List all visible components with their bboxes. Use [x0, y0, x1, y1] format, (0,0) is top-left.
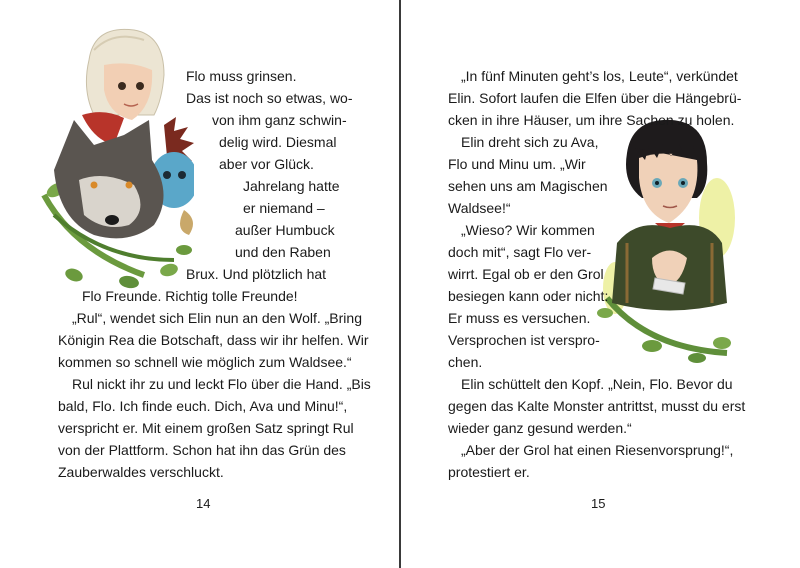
text-line: „Rul“, wendet sich Elin nun an den Wolf. „Bring: [72, 310, 362, 326]
text-line: protestiert er.: [448, 464, 530, 480]
text-line: gegen das Kalte Monster antrittst, musst du erst: [448, 398, 746, 414]
right-page: [401, 0, 800, 568]
text-line: delig wird. Diesmal: [219, 134, 337, 150]
text-line: Waldsee!“: [448, 200, 511, 216]
text-line: von ihm ganz schwin-: [212, 112, 347, 128]
text-line: Versprochen ist verspro-: [448, 332, 600, 348]
text-line: bald, Flo. Ich finde euch. Dich, Ava und Minu!“,: [58, 398, 348, 414]
text-line: Er muss es versuchen.: [448, 310, 591, 326]
text-line: Flo und Minu um. „Wir: [448, 156, 586, 172]
boy-elf-illustration: [597, 118, 737, 368]
text-line: Königin Rea die Botschaft, dass wir ihr helfen. Wir: [58, 332, 369, 348]
text-line: Elin dreht sich zu Ava,: [461, 134, 599, 150]
text-line: besiegen kann oder nicht:: [448, 288, 609, 304]
text-line: Flo Freunde. Richtig tolle Freunde!: [82, 288, 298, 304]
wolf-girl-creature-illustration: [34, 20, 194, 295]
text-line: kommen so schnell wie möglich zum Waldsee.“: [58, 354, 352, 370]
page-number: 15: [591, 496, 606, 511]
text-line: Brux. Und plötzlich hat: [186, 266, 327, 282]
text-line: und den Raben: [235, 244, 331, 260]
text-line: doch mit“, sagt Flo ver-: [448, 244, 592, 260]
text-line: Elin. Sofort laufen die Elfen über die Hängebrü-: [448, 90, 742, 106]
text-line: sehen uns am Magischen: [448, 178, 608, 194]
text-line: außer Humbuck: [235, 222, 335, 238]
text-line: „Wieso? Wir kommen: [461, 222, 595, 238]
text-line: verspricht er. Mit einem großen Satz springt Rul: [58, 420, 354, 436]
text-line: Flo muss grinsen.: [186, 68, 297, 84]
text-line: Jahrelang hatte: [243, 178, 340, 194]
text-line: Das ist noch so etwas, wo-: [186, 90, 353, 106]
text-line: chen.: [448, 354, 483, 370]
text-line: aber vor Glück.: [219, 156, 314, 172]
text-line: cken in ihre Häuser, um ihre Sachen zu holen.: [448, 112, 735, 128]
text-line: Elin schüttelt den Kopf. „Nein, Flo. Bevor du: [461, 376, 733, 392]
text-line: er niemand –: [243, 200, 325, 216]
page-number: 14: [196, 496, 211, 511]
text-line: wirrt. Egal ob er den Grol: [448, 266, 604, 282]
text-line: „In fünf Minuten geht’s los, Leute“, verkündet: [461, 68, 738, 84]
text-line: von der Plattform. Schon hat ihn das Grün des: [58, 442, 346, 458]
left-page: [0, 0, 399, 568]
text-line: „Aber der Grol hat einen Riesenvorsprung!“,: [461, 442, 734, 458]
text-line: Rul nickt ihr zu und leckt Flo über die Hand. „Bis: [72, 376, 371, 392]
text-line: wieder ganz gesund werden.“: [448, 420, 632, 436]
text-line: Zauberwaldes verschluckt.: [58, 464, 224, 480]
